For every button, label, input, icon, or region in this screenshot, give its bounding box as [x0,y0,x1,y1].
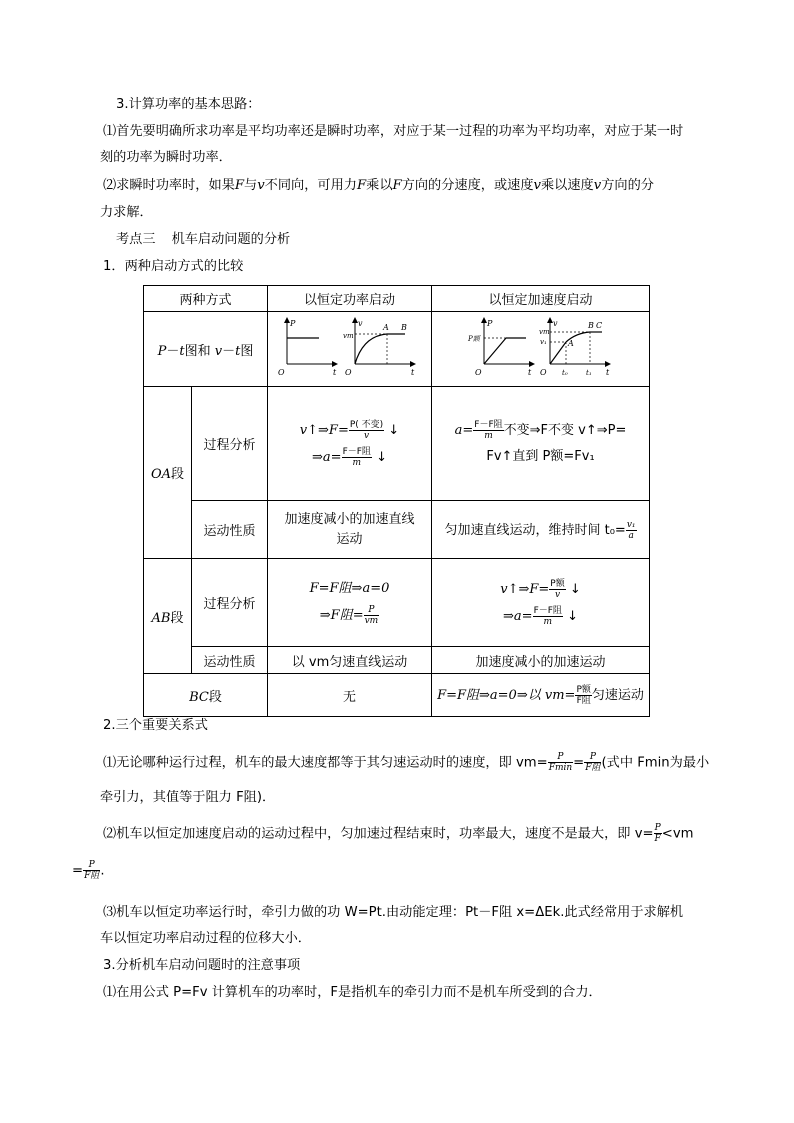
svg-text:v: v [552,319,558,328]
svg-text:A: A [567,339,574,348]
section-heading: 3.计算功率的基本思路： [116,97,261,112]
oa-process-constant-acceleration: a= $\frac{\text{F－F阻}}{m}$ 不变⇒F不变 v↑⇒P= Fv↑直到 P额=Fv₁ [432,387,650,501]
svg-text:O: O [474,368,482,377]
subheading: 2.三个重要关系式 [103,718,208,733]
bc-constant-acceleration: F=F阻⇒a=0⇒以 vm= $\frac{\text{P额}}{\text{F阻}}$ 匀速运动 [432,674,650,717]
comparison-table [143,285,650,717]
ab-process-constant-power: F=F阻⇒a=0 ⇒F阻= $\frac{P}{vm}$ [268,559,432,647]
ab-motion-constant-acceleration: 加速度减小的加速运动 [432,647,650,674]
subheading: 1．两种启动方式的比较 [103,259,244,274]
svg-text:O: O [539,368,547,377]
row-label: 过程分析 [192,387,268,501]
table-header: 以恒定功率启动 [268,286,432,312]
paragraph: 力求解． [100,205,153,220]
svg-text:vm: vm [342,332,354,340]
pt-vt-graph-constant-power [275,312,425,382]
ab-motion-constant-power: 以 vm匀速直线运动 [268,647,432,674]
paragraph: ⑶机车以恒定功率运行时，牵引力做的功 W=Pt.由动能定理：Pt－F阻 x=ΔEk.此式经常用于求解机 [103,905,684,920]
row-label: 过程分析 [192,559,268,647]
svg-text:P: P [289,319,295,328]
svg-text:O: O [277,368,285,377]
bc-constant-power: 无 [268,674,432,717]
svg-text:P: P [486,319,492,328]
row-label: 运动性质 [192,647,268,674]
table-header: 两种方式 [144,286,268,312]
paragraph: ⑵机车以恒定加速度启动的运动过程中，匀加速过程结束时，功率最大，速度不是最大，即 v= $\frac{P}{F}$ <vm [103,823,694,844]
paragraph: = $\frac{P}{\text{F阻}}$ . [72,860,105,881]
ab-process-constant-acceleration: v↑⇒F= $\frac{\text{P额}}{v}$ ↓ ⇒a= $\frac{\text{F－F阻}}{m}$ ↓ [432,559,650,647]
paragraph: 刻的功率为瞬时功率． [100,150,232,165]
pt-vt-graph-constant-acceleration [466,312,616,382]
svg-text:t: t [332,368,336,377]
paragraph: 车以恒定功率启动过程的位移大小． [100,931,311,946]
graph-constant-acceleration [432,312,650,387]
table-header: 以恒定加速度启动 [432,286,650,312]
paragraph: ⑵求瞬时功率时，如果F与v不同向，可用力F乘以F方向的分速度，或速度v乘以速度v方向的分 [103,178,654,193]
oa-process-constant-power: v↑⇒F= $\frac{\text{P( 不变)}}{v}$ ↓ ⇒a= $\frac{\text{F－F阻}}{m}$ ↓ [268,387,432,501]
svg-text:C: C [595,321,602,330]
topic-heading: 考点三 机车启动问题的分析 [116,232,291,247]
oa-motion-constant-acceleration: 匀加速直线运动，维持时间 t₀= $\frac{\text{v₁}}{a}$ [432,501,650,559]
oa-motion-constant-power: 加速度减小的加速直线 运动 [268,501,432,559]
paragraph: ⑴在用公式 P=Fv 计算机车的功率时，F是指机车的牵引力而不是机车所受到的合力． [103,985,602,1000]
svg-text:O: O [344,368,352,377]
svg-text:v: v [357,319,363,328]
paragraph: 牵引力，其值等于阻力 F阻)． [100,790,276,805]
svg-text:t₁: t₁ [585,369,592,377]
paragraph: ⑴无论哪种运行过程，机车的最大速度都等于其匀速运动时的速度，即 vm= $\frac{P}{Fmin}$ = $\frac{P}{\text{F阻}}$ (式中 Fmin为最小 [103,752,710,773]
segment-label-bc: BC段 [144,674,268,717]
svg-text:vm: vm [538,328,550,336]
svg-text:P额: P额 [467,335,480,343]
segment-label-ab: AB段 [144,559,192,674]
graph-constant-power [268,312,432,387]
segment-label-oa: OA段 [144,387,192,559]
svg-text:t: t [527,368,531,377]
subheading: 3.分析机车启动问题时的注意事项 [103,958,301,973]
paragraph: ⑴首先要明确所求功率是平均功率还是瞬时功率，对应于某一过程的功率为平均功率，对应于某一时 [103,124,684,139]
svg-text:t₀: t₀ [561,369,568,377]
row-label: 运动性质 [192,501,268,559]
svg-text:B: B [400,323,407,332]
svg-text:t: t [605,368,609,377]
graph-row-label: P－t图和 v－t图 [144,312,268,387]
svg-text:B: B [587,321,594,330]
svg-text:t: t [410,368,414,377]
svg-text:v₁: v₁ [539,338,547,346]
svg-text:A: A [382,323,389,332]
